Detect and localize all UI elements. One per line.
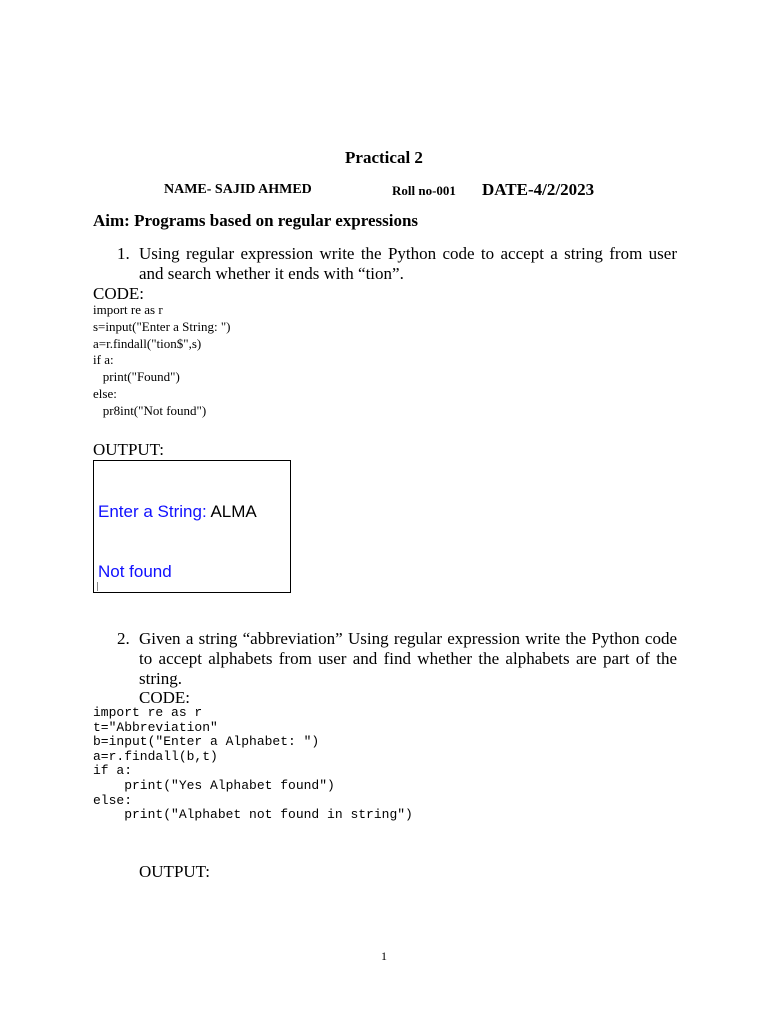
output-label-2: OUTPUT: bbox=[139, 862, 210, 881]
page-number: 1 bbox=[381, 949, 387, 963]
code-label-2: CODE: bbox=[139, 688, 190, 707]
question-1-text: Using regular expression write the Python code to accept a string from user and search whether it ends with “tion”. bbox=[139, 244, 677, 283]
question-2-text: Given a string “abbreviation” Using regular expression write the Python code to accept alphabets from user and find whether the alphabets are part of the string. bbox=[139, 629, 677, 688]
aim-heading: Aim: Programs based on regular expressions bbox=[93, 211, 419, 230]
question-2-number: 2. bbox=[117, 629, 130, 648]
question-1-number: 1. bbox=[117, 244, 130, 263]
roll-number: Roll no-001 bbox=[392, 183, 456, 198]
student-name: NAME- SAJID AHMED bbox=[164, 182, 312, 197]
output-screenshot-1 bbox=[93, 460, 291, 593]
code-block-1: import re as r s=input("Enter a String: ") a=r.findall("tion$",s) if a: print("Found") else: pr8int("Not found") bbox=[93, 302, 231, 418]
output-label-1: OUTPUT: bbox=[93, 440, 164, 459]
page-title: Practical 2 bbox=[345, 148, 423, 167]
question-2 bbox=[117, 629, 677, 689]
date: DATE-4/2/2023 bbox=[482, 180, 595, 199]
output-prompt-1: Enter a String: bbox=[98, 502, 211, 521]
text-cursor bbox=[97, 582, 98, 591]
output-result-1: Not found bbox=[98, 562, 172, 581]
output-input-1: ALMA bbox=[210, 502, 257, 521]
question-1 bbox=[117, 244, 677, 284]
code-label-1: CODE: bbox=[93, 284, 144, 303]
code-block-2: import re as r t="Abbreviation" b=input("Enter a Alphabet: ") a=r.findall(b,t) if a: print("Yes Alphabet found") else: print("Alphabet not found in string") bbox=[93, 705, 413, 823]
